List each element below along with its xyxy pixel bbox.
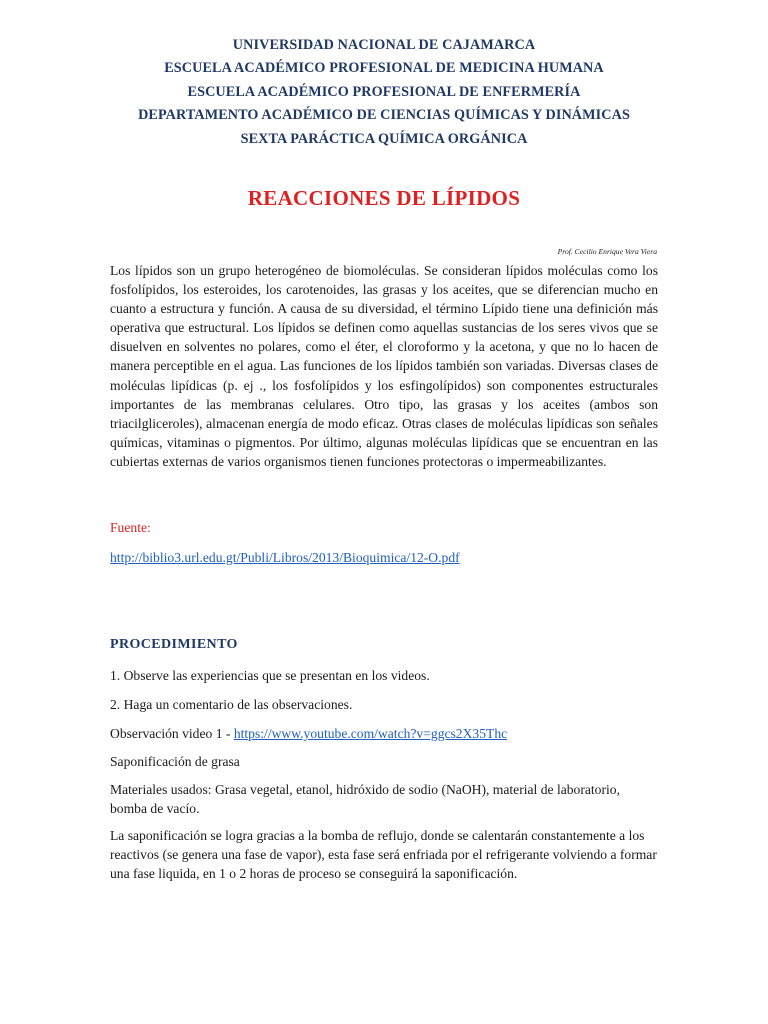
saponification-subtitle: Saponificación de grasa (110, 754, 240, 769)
header-line-department: DEPARTAMENTO ACADÉMICO DE CIENCIAS QUÍMICAS Y DINÁMICAS (138, 107, 630, 124)
source-link-line (110, 550, 460, 566)
institution-header (0, 34, 768, 151)
video-1-prefix: Observación video 1 - (110, 726, 234, 741)
procedure-heading: PROCEDIMIENTO (110, 637, 238, 652)
intro-paragraph: Los lípidos son un grupo heterogéneo de biomoléculas. Se consideran lípidos moléculas como los fosfolípidos, los esteroides, los carotenoides, las grasas y los aceites, que se diferencian mucho en cuanto a estructura y función. A causa de su diversidad, el término Lípido tiene una definición más operativa que estructural. Los lípidos se definen como aquellas sustancias de los seres vivos que se disuelven en solventes no polares, como el éter, el cloroformo y la acetona, y que no lo hacen de manera perceptible en el agua. Las funciones de los lípidos también son variadas. Diversas clases de moléculas lipídicas (p. ej ., los fosfolípidos y los esfingolípidos) son componentes estructurales importantes de las membranas celulares. Otro tipo, las grasas y los aceites (ambos son triacilgliceroles), almacenan energía de modo eficaz. Otras clases de moléculas lipídicas son señales químicas, vitaminas o pigmentos. Por último, algunas moléculas lipídicas que se encuentran en las cubiertas externas de varios organismos tienen funciones protectoras o impermeabilizantes. (110, 263, 658, 469)
header-line-school-medicine: ESCUELA ACADÉMICO PROFESIONAL DE MEDICINA HUMANA (164, 60, 604, 77)
source-label: Fuente: (110, 520, 151, 535)
header-line-practice: SEXTA PARÁCTICA QUÍMICA ORGÁNICA (240, 130, 528, 147)
document-title: REACCIONES DE LÍPIDOS (247, 186, 521, 210)
saponification-description: La saponificación se logra gracias a la bomba de reflujo, donde se calentarán constantemente a los reactivos (se genera una fase de vapor), esta fase será enfriada por el refrigerante volviendo a formar una fase liquida, en 1 o 2 horas de proceso se conseguirá la saponificación. (110, 828, 657, 881)
materials-paragraph: Materiales usados: Grasa vegetal, etanol, hidróxido de sodio (NaOH), material de laboratorio, bomba de vacío. (110, 782, 620, 816)
header-line-school-nursing: ESCUELA ACADÉMICO PROFESIONAL DE ENFERMERÍA (187, 83, 581, 100)
procedure-step-1: 1. Observe las experiencias que se presentan en los videos. (110, 668, 430, 683)
source-link[interactable]: http://biblio3.url.edu.gt/Publi/Libros/2013/Bioquimica/12-O.pdf (110, 550, 460, 565)
video-1-line (110, 724, 658, 743)
header-line-university: UNIVERSIDAD NACIONAL DE CAJAMARCA (232, 37, 536, 53)
author-credit: Prof. Cecilio Enrique Vera Viera (557, 247, 657, 256)
video-1-link[interactable]: https://www.youtube.com/watch?v=ggcs2X35Thc (233, 726, 508, 741)
procedure-step-2: 2. Haga un comentario de las observaciones. (110, 697, 353, 712)
